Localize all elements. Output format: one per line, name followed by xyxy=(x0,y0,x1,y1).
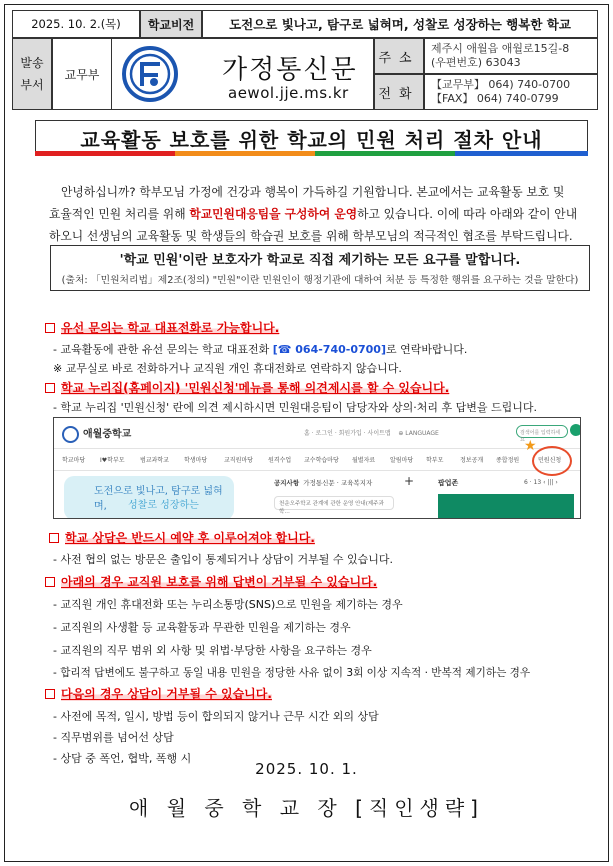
list-item: - 사전에 목적, 일시, 방법 등이 합의되지 않거나 근무 시간 외의 상담 xyxy=(53,710,379,723)
site-hero-banner xyxy=(64,476,234,519)
banner-accent-red xyxy=(35,151,175,156)
popup-banner xyxy=(438,494,574,519)
section-title-text: 학교 누리집(홈페이지) '민원신청'메뉴를 통해 의견제시를 할 수 있습니다. xyxy=(61,381,450,395)
dept-value: 교무부 xyxy=(52,38,112,110)
site-topbar xyxy=(54,418,580,449)
section-title-text: 유선 문의는 학교 대표전화로 가능합니다. xyxy=(61,321,280,335)
issue-date: 2025. 10. 2.(목) xyxy=(12,10,140,38)
page-title: 교육활동 보호를 위한 학교의 민원 처리 절차 안내 xyxy=(35,120,588,156)
dept-label-text: 발송부서 xyxy=(20,56,44,92)
tel-value xyxy=(424,74,598,110)
notice-tabs-rest: 가정통신문 · 교육복지자 xyxy=(303,479,373,487)
address-label: 주소 xyxy=(374,38,424,74)
section-title-text: 학교 상담은 반드시 예약 후 이루어져야 합니다. xyxy=(65,531,315,545)
intro-line3: 하오니 선생님의 교육활동 및 학생들의 학습권 보호를 위해 학부모님의 적극적인 협조를 부탁드립니다. xyxy=(49,229,573,243)
list-item: - 교직원 개인 휴대전화 또는 누리소통망(SNS)으로 민원을 제기하는 경우 xyxy=(53,598,403,611)
letterhead xyxy=(12,10,598,110)
site-menu-item: 범교과학교 xyxy=(140,457,169,464)
hero-line1: 도전으로 빛나고, 탐구로 넓혀며, xyxy=(94,486,223,512)
site-menu-item: 학생마당 xyxy=(184,457,208,464)
definition-main: '학교 민원'이란 보호자가 학교로 직접 제기하는 모든 요구를 말합니다. xyxy=(119,253,521,268)
intro-paragraph xyxy=(49,181,589,247)
site-menu xyxy=(54,448,580,471)
checkbox-square-icon xyxy=(45,383,55,393)
site-menu-item: 학교마당 xyxy=(62,457,86,464)
section-title-text: 다음의 경우 상담이 거부될 수 있습니다. xyxy=(61,687,272,701)
site-util-links: 홈 · 로그인 · 회원가입 · 사이트맵 ⊕ LANGUAGE xyxy=(304,430,439,437)
phone-number: [☎ 064-740-0700] xyxy=(272,343,386,356)
list-item: - 합리적 답변에도 불구하고 동일 내용 민원을 정당한 사유 없이 3회 이상 지속적 · 반복적 제기하는 경우 xyxy=(53,667,531,679)
language-text: LANGUAGE xyxy=(405,430,439,437)
item-text-post: 로 연락바랍니다. xyxy=(385,343,468,356)
address-line1: 제주시 애월읍 애월로15길-8 xyxy=(431,42,570,55)
site-menu-item: 월별자료 xyxy=(352,457,376,464)
intro-line1: 안녕하십니까? 학부모님 가정에 건강과 행복이 가득하길 기원합니다. 본교에서는 교육활동 보호 및 xyxy=(61,185,565,199)
notice-tab: 공지사항 xyxy=(274,479,300,487)
school-url: aewol.jje.ms.kr xyxy=(228,84,349,102)
tel-line2: 【FAX】 064) 740-0799 xyxy=(431,92,559,105)
checkbox-square-icon xyxy=(45,323,55,333)
hero-line2: 성찰로 성장하는 xyxy=(128,500,199,511)
site-menu-item: 학부모 xyxy=(426,457,444,464)
list-item: - 사전 협의 없는 방문은 출입이 통제되거나 상담이 거부될 수 있습니다. xyxy=(53,553,393,566)
intro-highlight: 학교민원대응팀을 구성하여 운영 xyxy=(189,207,358,221)
website-screenshot xyxy=(53,417,581,519)
section-title-text: 아래의 경우 교직원 보호를 위해 답변이 거부될 수 있습니다. xyxy=(61,575,378,589)
site-notice-item: 천운오주학교 관계에 관한 운영 안내(제주과학… xyxy=(274,496,394,510)
list-item: - 상담 중 폭언, 협박, 폭행 시 xyxy=(53,752,192,765)
site-menu-item-complaint: 민원신청 xyxy=(538,457,562,464)
intro-line2-a: 효율적인 민원 처리를 위해 xyxy=(49,207,190,221)
list-item: - 교직원의 직무 범위 외 사항 및 위법·부당한 사항을 요구하는 경우 xyxy=(53,644,372,657)
definition-box xyxy=(50,245,590,291)
section-title xyxy=(45,379,449,396)
site-search-input: 검색어를 입력하세요 xyxy=(516,425,568,438)
address-line2: (우편번호) 63043 xyxy=(431,56,521,69)
definition-source: (출처: 「민원처리법」제2조(정의) "민원"이란 민원인이 행정기관에 대하여 처분 등 특정한 행위를 요구하는 것을 말한다) xyxy=(61,275,579,286)
site-logo: 애월중학교 xyxy=(62,425,131,443)
intro-line2-b: 하고 있습니다. 이에 따라 아래와 같이 안내 xyxy=(357,207,578,221)
site-notice-tabs xyxy=(274,478,372,487)
site-menu-item: I♥학부모 xyxy=(100,457,125,464)
site-menu-item: 원격수업 xyxy=(268,457,292,464)
util-links-text: 홈 · 로그인 · 회원가입 · 사이트맵 xyxy=(304,430,391,437)
list-item: - 교직원의 사생활 등 교육활동과 무관한 민원을 제기하는 경우 xyxy=(53,621,351,634)
item-text: - 교육활동에 관한 유선 문의는 학교 대표전화 xyxy=(53,343,273,356)
vision-label: 학교비전 xyxy=(140,10,202,38)
complaint-menu-highlight xyxy=(532,446,572,476)
checkbox-square-icon xyxy=(45,689,55,699)
search-icon xyxy=(570,424,581,436)
footer-date: 2025. 10. 1. xyxy=(255,760,358,778)
site-menu-item: 알림마당 xyxy=(390,457,414,464)
star-icon: ★ xyxy=(524,438,537,454)
list-item: - 학교 누리집 '민원신청' 란에 의견 제시하시면 민원대응팀이 담당자와 상의·처리 후 답변을 드립니다. xyxy=(53,401,538,414)
site-menu-item: 종합정원 xyxy=(496,457,520,464)
school-emblem-icon xyxy=(122,46,178,102)
newsletter-title: 가정통신문 xyxy=(222,55,358,85)
checkbox-square-icon xyxy=(45,577,55,587)
section-title xyxy=(49,529,315,546)
popup-zone-label: 팝업존 xyxy=(438,479,459,487)
banner-accent-green xyxy=(315,151,455,156)
checkbox-square-icon xyxy=(49,533,59,543)
list-item: - 직무범위를 넘어선 상담 xyxy=(53,731,174,744)
site-menu-item: 교수학습마당 xyxy=(304,457,339,464)
section-title xyxy=(45,685,272,702)
intro-line2 xyxy=(49,203,589,225)
section-title xyxy=(45,319,279,336)
banner-accent-orange xyxy=(175,151,315,156)
dept-label xyxy=(12,38,52,110)
list-item: ※ 교무실로 바로 전화하거나 교직원 개인 휴대전화로 연락하지 않습니다. xyxy=(53,362,402,375)
plus-icon: + xyxy=(404,474,415,488)
tel-line1: 【교무부】 064) 740-0700 xyxy=(431,78,571,91)
vision-text: 도전으로 빛나고, 탐구로 넓혀며, 성찰로 성장하는 행복한 학교 xyxy=(202,10,598,38)
document-page xyxy=(4,4,609,862)
title-cell xyxy=(112,38,374,110)
section-title xyxy=(45,573,377,590)
popup-pager: 6 · 13 ‹ ||| › xyxy=(524,479,558,486)
site-menu-item: 정보공개 xyxy=(460,457,484,464)
list-item xyxy=(53,341,467,357)
principal-signature: 애 월 중 학 교 장 [직인생략] xyxy=(129,796,484,820)
tel-label: 전화 xyxy=(374,74,424,110)
banner-accent-blue xyxy=(455,151,588,156)
site-menu-item: 교직원마당 xyxy=(224,457,253,464)
address-value xyxy=(424,38,598,74)
